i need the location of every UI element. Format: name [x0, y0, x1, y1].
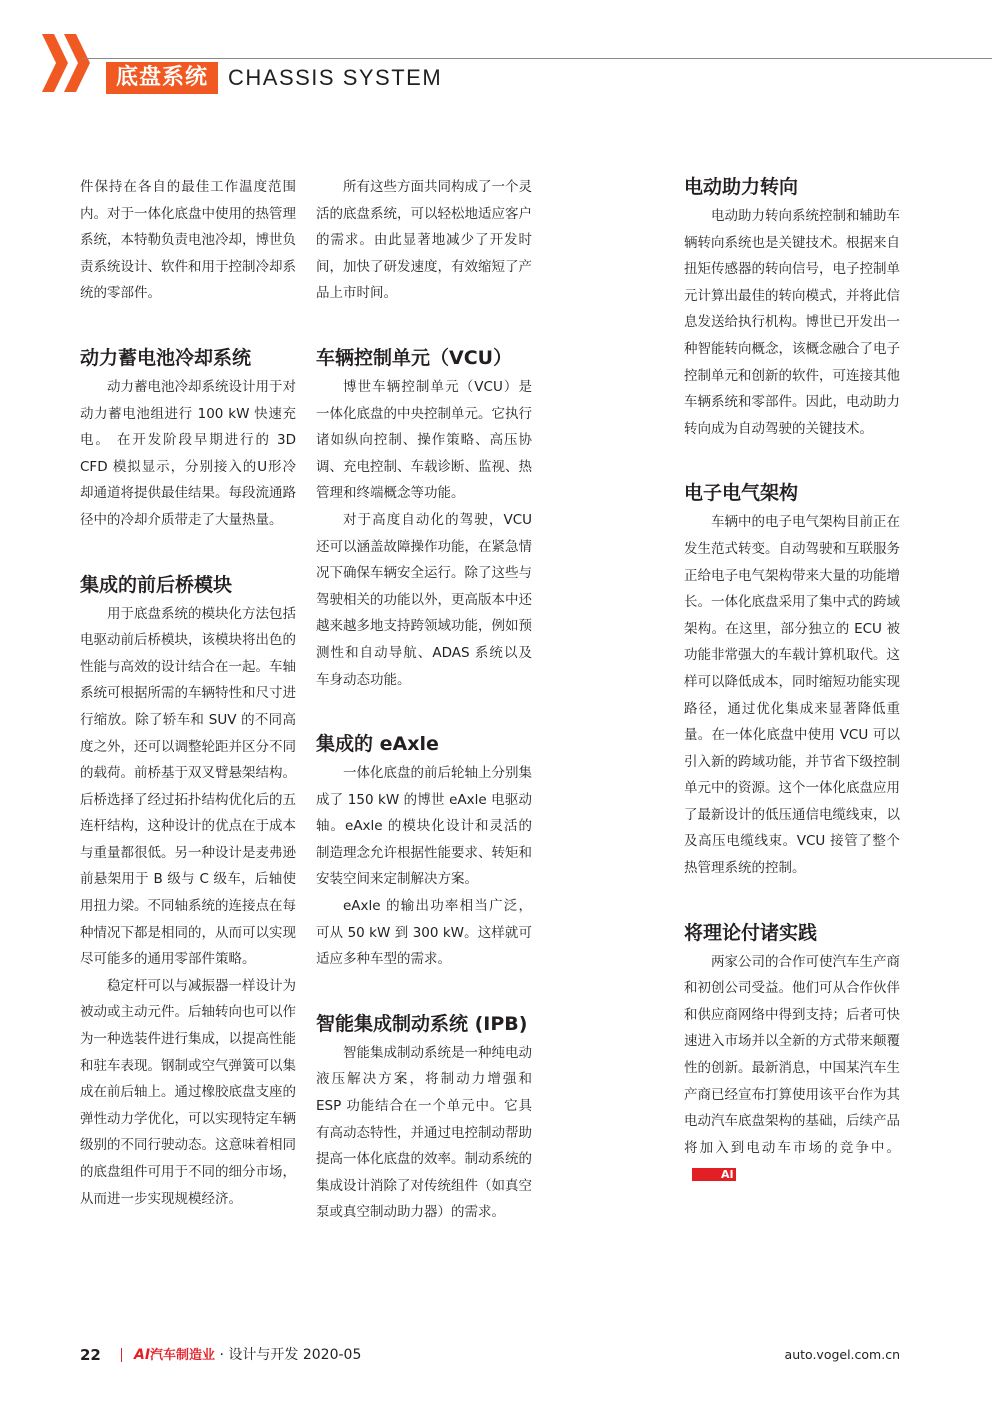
- paragraph: 一体化底盘的前后轮轴上分别集成了 150 kW 的博世 eAxle 电驱动轴。eAxle 的模块化设计和灵活的制造理念允许根据性能要求、转矩和安装空间来定制解决方案。: [316, 765, 532, 888]
- section-axle-modules: [80, 572, 296, 1213]
- magazine-name: 汽车制造业: [150, 1348, 216, 1363]
- section-heading: 电动助力转向: [684, 176, 799, 198]
- end-mark-logo: AI: [692, 1168, 736, 1181]
- paragraph: 所有这些方面共同构成了一个灵活的底盘系统，可以轻松地适应客户的需求。由此显著地减少了开发时间，加快了研发速度，有效缩短了产品上市时间。: [316, 179, 532, 302]
- section-eps: [684, 174, 900, 442]
- section-title-cn: 底盘系统: [116, 65, 209, 90]
- paragraph: eAxle 的输出功率相当广泛，可从 50 kW 到 300 kW。这样就可适应多种车型的需求。: [316, 898, 532, 968]
- section-heading: 动力蓄电池冷却系统: [80, 346, 252, 369]
- footer-divider: [121, 1348, 122, 1362]
- section-ee-architecture: [684, 480, 900, 881]
- page-footer: [80, 1344, 900, 1368]
- paragraph: 动力蓄电池冷却系统设计用于对动力蓄电池组进行 100 kW 快速充电。 在开发阶段早期进行的 3D CFD 模拟显示，分别接入的U形冷却通道将提供最佳结果。每段流通路径中的冷却介质带走了大量热量。: [80, 378, 296, 528]
- magazine-title: [134, 1344, 361, 1367]
- section-heading: 智能集成制动系统 (IPB): [316, 1012, 528, 1035]
- section-heading: 集成的 eAxle: [316, 733, 439, 756]
- section-eaxle: [316, 731, 532, 973]
- paragraph: 件保持在各自的最佳工作温度范围内。对于一体化底盘中使用的热管理系统，本特勒负责电池冷却，博世负责系统设计、软件和用于控制冷却系统的零部件。: [80, 179, 296, 302]
- section-heading: 车辆控制单元（VCU）: [316, 346, 513, 369]
- column-1: [80, 174, 296, 1212]
- website-url: auto.vogel.com.cn: [784, 1347, 900, 1362]
- section-battery-cooling: [80, 345, 296, 534]
- page-header: [0, 0, 992, 110]
- section-heading: 集成的前后桥模块: [80, 573, 233, 596]
- column-2: [316, 174, 532, 1226]
- section-heading: 将理论付诸实践: [684, 921, 818, 944]
- issue-info: · 设计与开发 2020-05: [219, 1347, 362, 1363]
- paragraph: [684, 949, 900, 1188]
- paragraph: 博世车辆控制单元（VCU）是一体化底盘的中央控制单元。它执行诸如纵向控制、操作策略、高压协调、充电控制、车载诊断、监视、热管理和终端概念等功能。: [316, 378, 532, 502]
- paragraph: 稳定杆可以与减振器一样设计为被动或主动元件。后轴转向也可以作为一种选装件进行集成，以提高性能和驻车表现。钢制或空气弹簧可以集成在前后轴上。通过橡胶底盘支座的弹性动力学优化，可以实现特定车辆级别的不同行驶动态。这意味着相同的底盘组件可用于不同的细分市场，从而进一步实现规模经济。: [80, 977, 296, 1207]
- section-ipb: [316, 1011, 532, 1226]
- header-rule: [82, 58, 992, 59]
- magazine-logo: AI: [134, 1347, 151, 1363]
- paragraph: 用于底盘系统的模块化方法包括电驱动前后桥模块，该模块将出色的性能与高效的设计结合在一起。车轴系统可根据所需的车辆特性和尺寸进行缩放。除了轿车和 SUV 的不同高度之外，还可以调整轮距并区分不同的载荷。前桥基于双叉臂悬架结构。后桥选择了经过拓扑结构优化后的五连杆结构，这种设计的优点在于成本与重量都很低。另一种设计是麦弗逊前悬架用于 B 级与 C 级车，后轴使用扭力梁。不同轴系统的连接点在每种情况下都是相同的，从而可以实现尽可能多的通用零部件策略。: [80, 605, 296, 968]
- section-title-en: CHASSIS SYSTEM: [228, 65, 443, 90]
- section-vcu: [316, 345, 532, 693]
- chevron-icon: [64, 34, 90, 92]
- paragraph: 车辆中的电子电气架构目前正在发生范式转变。自动驾驶和互联服务正给电子电气架构带来大量的功能增长。一体化底盘采用了集中式的跨域架构。在这里，部分独立的 ECU 被功能非常强大的车载计算机取代。这样可以降低成本，同时缩短功能实现路径，通过优化集成来显著降低重量。在一体化底盘中使用 VCU 可以引入新的跨域功能，并节省下级控制单元中的资源。这个一体化底盘应用了最新设计的低压通信电缆线束，以及高压电缆线束。VCU 接管了整个热管理系统的控制。: [684, 514, 900, 877]
- paragraph-text: 两家公司的合作可使汽车生产商和初创公司受益。他们可从合作伙伴和供应商网络中得到支持；后者可快速进入市场并以全新的方式带来颠覆性的创新。最新消息，中国某汽车生产商已经宣布打算使用该平台作为其电动汽车底盘架构的基础，后续产品将加入到电动车市场的竞争中。: [684, 953, 900, 1156]
- paragraph: 电动助力转向系统控制和辅助车辆转向系统也是关键技术。根据来自扭矩传感器的转向信号，电子控制单元计算出最佳的转向模式，并将此信息发送给执行机构。博世已开发出一种智能转向概念，该概念融合了电子控制单元和创新的软件，可连接其他车辆系统和零部件。因此，电动助力转向成为自动驾驶的关键技术。: [684, 208, 900, 437]
- paragraph: 对于高度自动化的驾驶，VCU 还可以涵盖故障操作功能，在紧急情况下确保车辆安全运行。除了这些与驾驶相关的功能以外，更高版本中还越来越多地支持跨领域功能，例如预测性和自动导航、ADAS 系统以及车身动态功能。: [316, 511, 532, 688]
- section-practice: [684, 920, 900, 1188]
- page-number: 22: [80, 1346, 101, 1364]
- column-3: [684, 174, 900, 1188]
- paragraph: 智能集成制动系统是一种纯电动液压解决方案，将制动力增强和 ESP 功能结合在一个单元中。它具有高动态特性，并通过电控制动帮助提高一体化底盘的效率。制动系统的集成设计消除了对传统组件（如真空泵或真空制动助力器）的需求。: [316, 1044, 532, 1221]
- section-heading: 电子电气架构: [684, 482, 799, 505]
